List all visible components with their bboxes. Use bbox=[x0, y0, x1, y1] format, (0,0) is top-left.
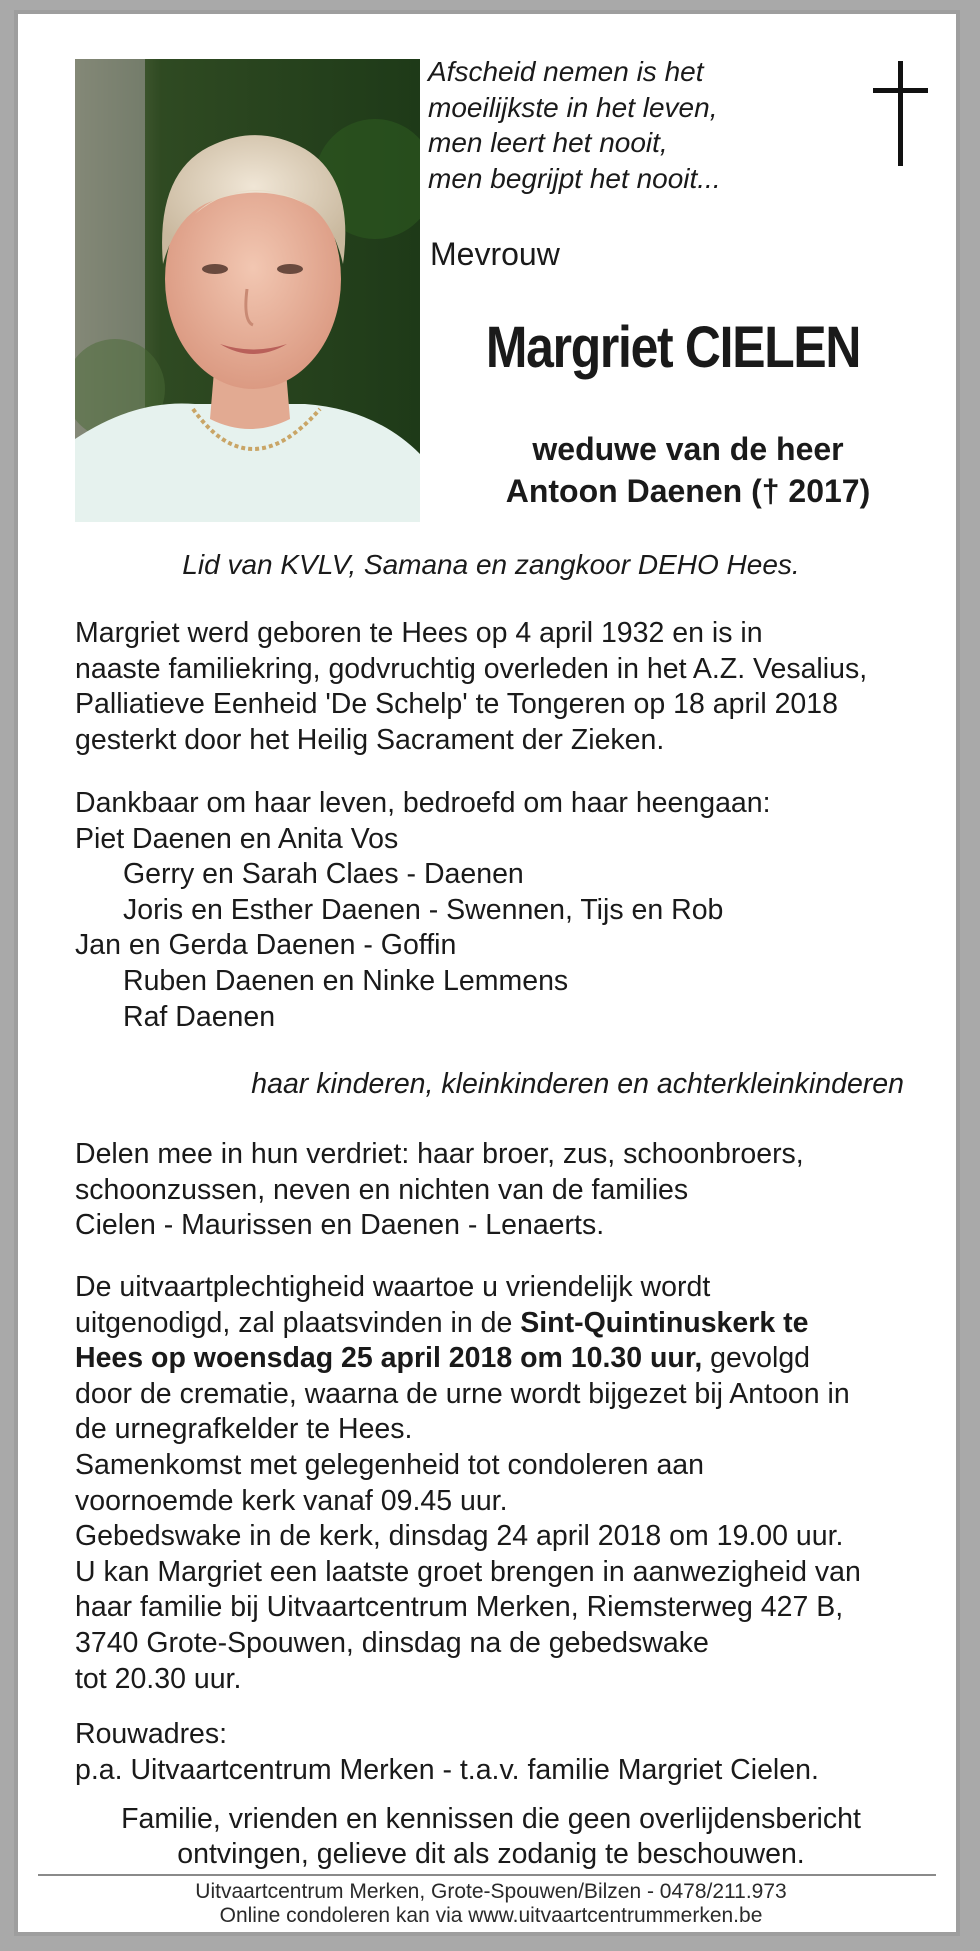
paragraph-line bbox=[75, 1341, 861, 1377]
paragraph-line: Cielen - Maurissen en Daenen - Lenaerts. bbox=[75, 1209, 605, 1242]
poem-line: Afscheid nemen is het bbox=[428, 56, 704, 87]
family-list bbox=[75, 786, 771, 1035]
paragraph-line: Palliatieve Eenheid 'De Schelp' te Tongeren op 18 april 2018 bbox=[75, 688, 838, 721]
footer bbox=[18, 1880, 964, 1928]
paragraph-line: Samenkomst met gelegenheid tot condoleren aan bbox=[75, 1448, 704, 1481]
poem-line: moeilijkste in het leven, bbox=[428, 91, 718, 123]
footer-contact: Uitvaartcentrum Merken, Grote-Spouwen/Bilzen - 0478/211.973 bbox=[195, 1880, 787, 1903]
paragraph-line: 3740 Grote-Spouwen, dinsdag na de gebedswake bbox=[75, 1626, 709, 1659]
grandchild: Gerry en Sarah Claes - Daenen bbox=[123, 858, 524, 891]
paragraph-line: gesterkt door het Heilig Sacrament der Zieken. bbox=[75, 723, 665, 756]
child: Jan en Gerda Daenen - Goffin bbox=[75, 929, 457, 962]
paragraph-line bbox=[75, 1306, 861, 1342]
widow-line: weduwe van de heer bbox=[532, 431, 844, 467]
paragraph-line: de urnegrafkelder te Hees. bbox=[75, 1413, 413, 1446]
paragraph-line: naaste familiekring, godvruchtig overleden in het A.Z. Vesalius, bbox=[75, 652, 868, 685]
portrait-photo bbox=[75, 59, 420, 522]
paragraph-line: voornoemde kerk vanaf 09.45 uur. bbox=[75, 1484, 508, 1517]
membership: Lid van KVLV, Samana en zangkoor DEHO Hees. bbox=[182, 549, 800, 580]
child: Piet Daenen en Anita Vos bbox=[75, 822, 399, 855]
text-span: gevolgd bbox=[702, 1342, 811, 1375]
paragraph-line: door de crematie, waarna de urne wordt bijgezet bij Antoon in bbox=[75, 1377, 850, 1410]
closing-note bbox=[18, 1802, 964, 1872]
footer-online: Online condoleren kan via www.uitvaartcentrummerken.be bbox=[219, 1904, 763, 1927]
paragraph-line: tot 20.30 uur. bbox=[75, 1662, 242, 1695]
deceased-name: Margriet CIELEN bbox=[485, 315, 861, 380]
address-value: p.a. Uitvaartcentrum Merken - t.a.v. familie Margriet Cielen. bbox=[75, 1753, 819, 1786]
grandchild: Raf Daenen bbox=[123, 1000, 276, 1033]
closing-line: Familie, vrienden en kennissen die geen overlijdensbericht bbox=[121, 1803, 861, 1835]
family-intro: Dankbaar om haar leven, bedroefd om haar heengaan: bbox=[75, 787, 771, 819]
birth-death-paragraph bbox=[75, 616, 867, 758]
paragraph-line: Margriet werd geboren te Hees op 4 april 1932 en is in bbox=[75, 617, 763, 649]
sharing-paragraph bbox=[75, 1137, 804, 1244]
widow-of bbox=[418, 428, 958, 512]
footer-divider bbox=[38, 1874, 936, 1876]
funeral-paragraph bbox=[75, 1270, 861, 1697]
ceremony-date: Hees op woensdag 25 april 2018 om 10.30 uur, bbox=[75, 1342, 703, 1375]
obituary-card bbox=[14, 10, 960, 1936]
widow-line: Antoon Daenen († 2017) bbox=[505, 473, 871, 509]
paragraph-line: De uitvaartplechtigheid waartoe u vriendelijk wordt bbox=[75, 1271, 711, 1303]
title-word: Mevrouw bbox=[430, 236, 560, 272]
closing-line: ontvingen, gelieve dit als zodanig te beschouwen. bbox=[177, 1838, 805, 1870]
grandchild: Ruben Daenen en Ninke Lemmens bbox=[123, 964, 569, 997]
paragraph-line: haar familie bij Uitvaartcentrum Merken, Riemsterweg 427 B, bbox=[75, 1591, 844, 1624]
paragraph-line: U kan Margriet een laatste groet brengen in aanwezigheid van bbox=[75, 1555, 861, 1588]
mourning-address bbox=[75, 1717, 819, 1788]
grandchild: Joris en Esther Daenen - Swennen, Tijs en Rob bbox=[123, 893, 724, 926]
paragraph-line: Delen mee in hun verdriet: haar broer, zus, schoonbroers, bbox=[75, 1138, 804, 1170]
text-span: uitgenodigd, zal plaatsvinden in de bbox=[75, 1306, 521, 1339]
church-name: Sint-Quintinuskerk te bbox=[520, 1306, 809, 1339]
cross-icon bbox=[871, 59, 931, 174]
poem-line: men leert het nooit, bbox=[428, 127, 668, 158]
paragraph-line: Gebedswake in de kerk, dinsdag 24 april 2018 om 19.00 uur. bbox=[75, 1520, 844, 1553]
poem-line: men begrijpt het nooit... bbox=[428, 162, 721, 194]
poem bbox=[428, 54, 721, 196]
address-label: Rouwadres: bbox=[75, 1718, 228, 1750]
paragraph-line: schoonzussen, neven en nichten van de families bbox=[75, 1173, 689, 1206]
family-relation: haar kinderen, kleinkinderen en achterkleinkinderen bbox=[251, 1068, 904, 1100]
